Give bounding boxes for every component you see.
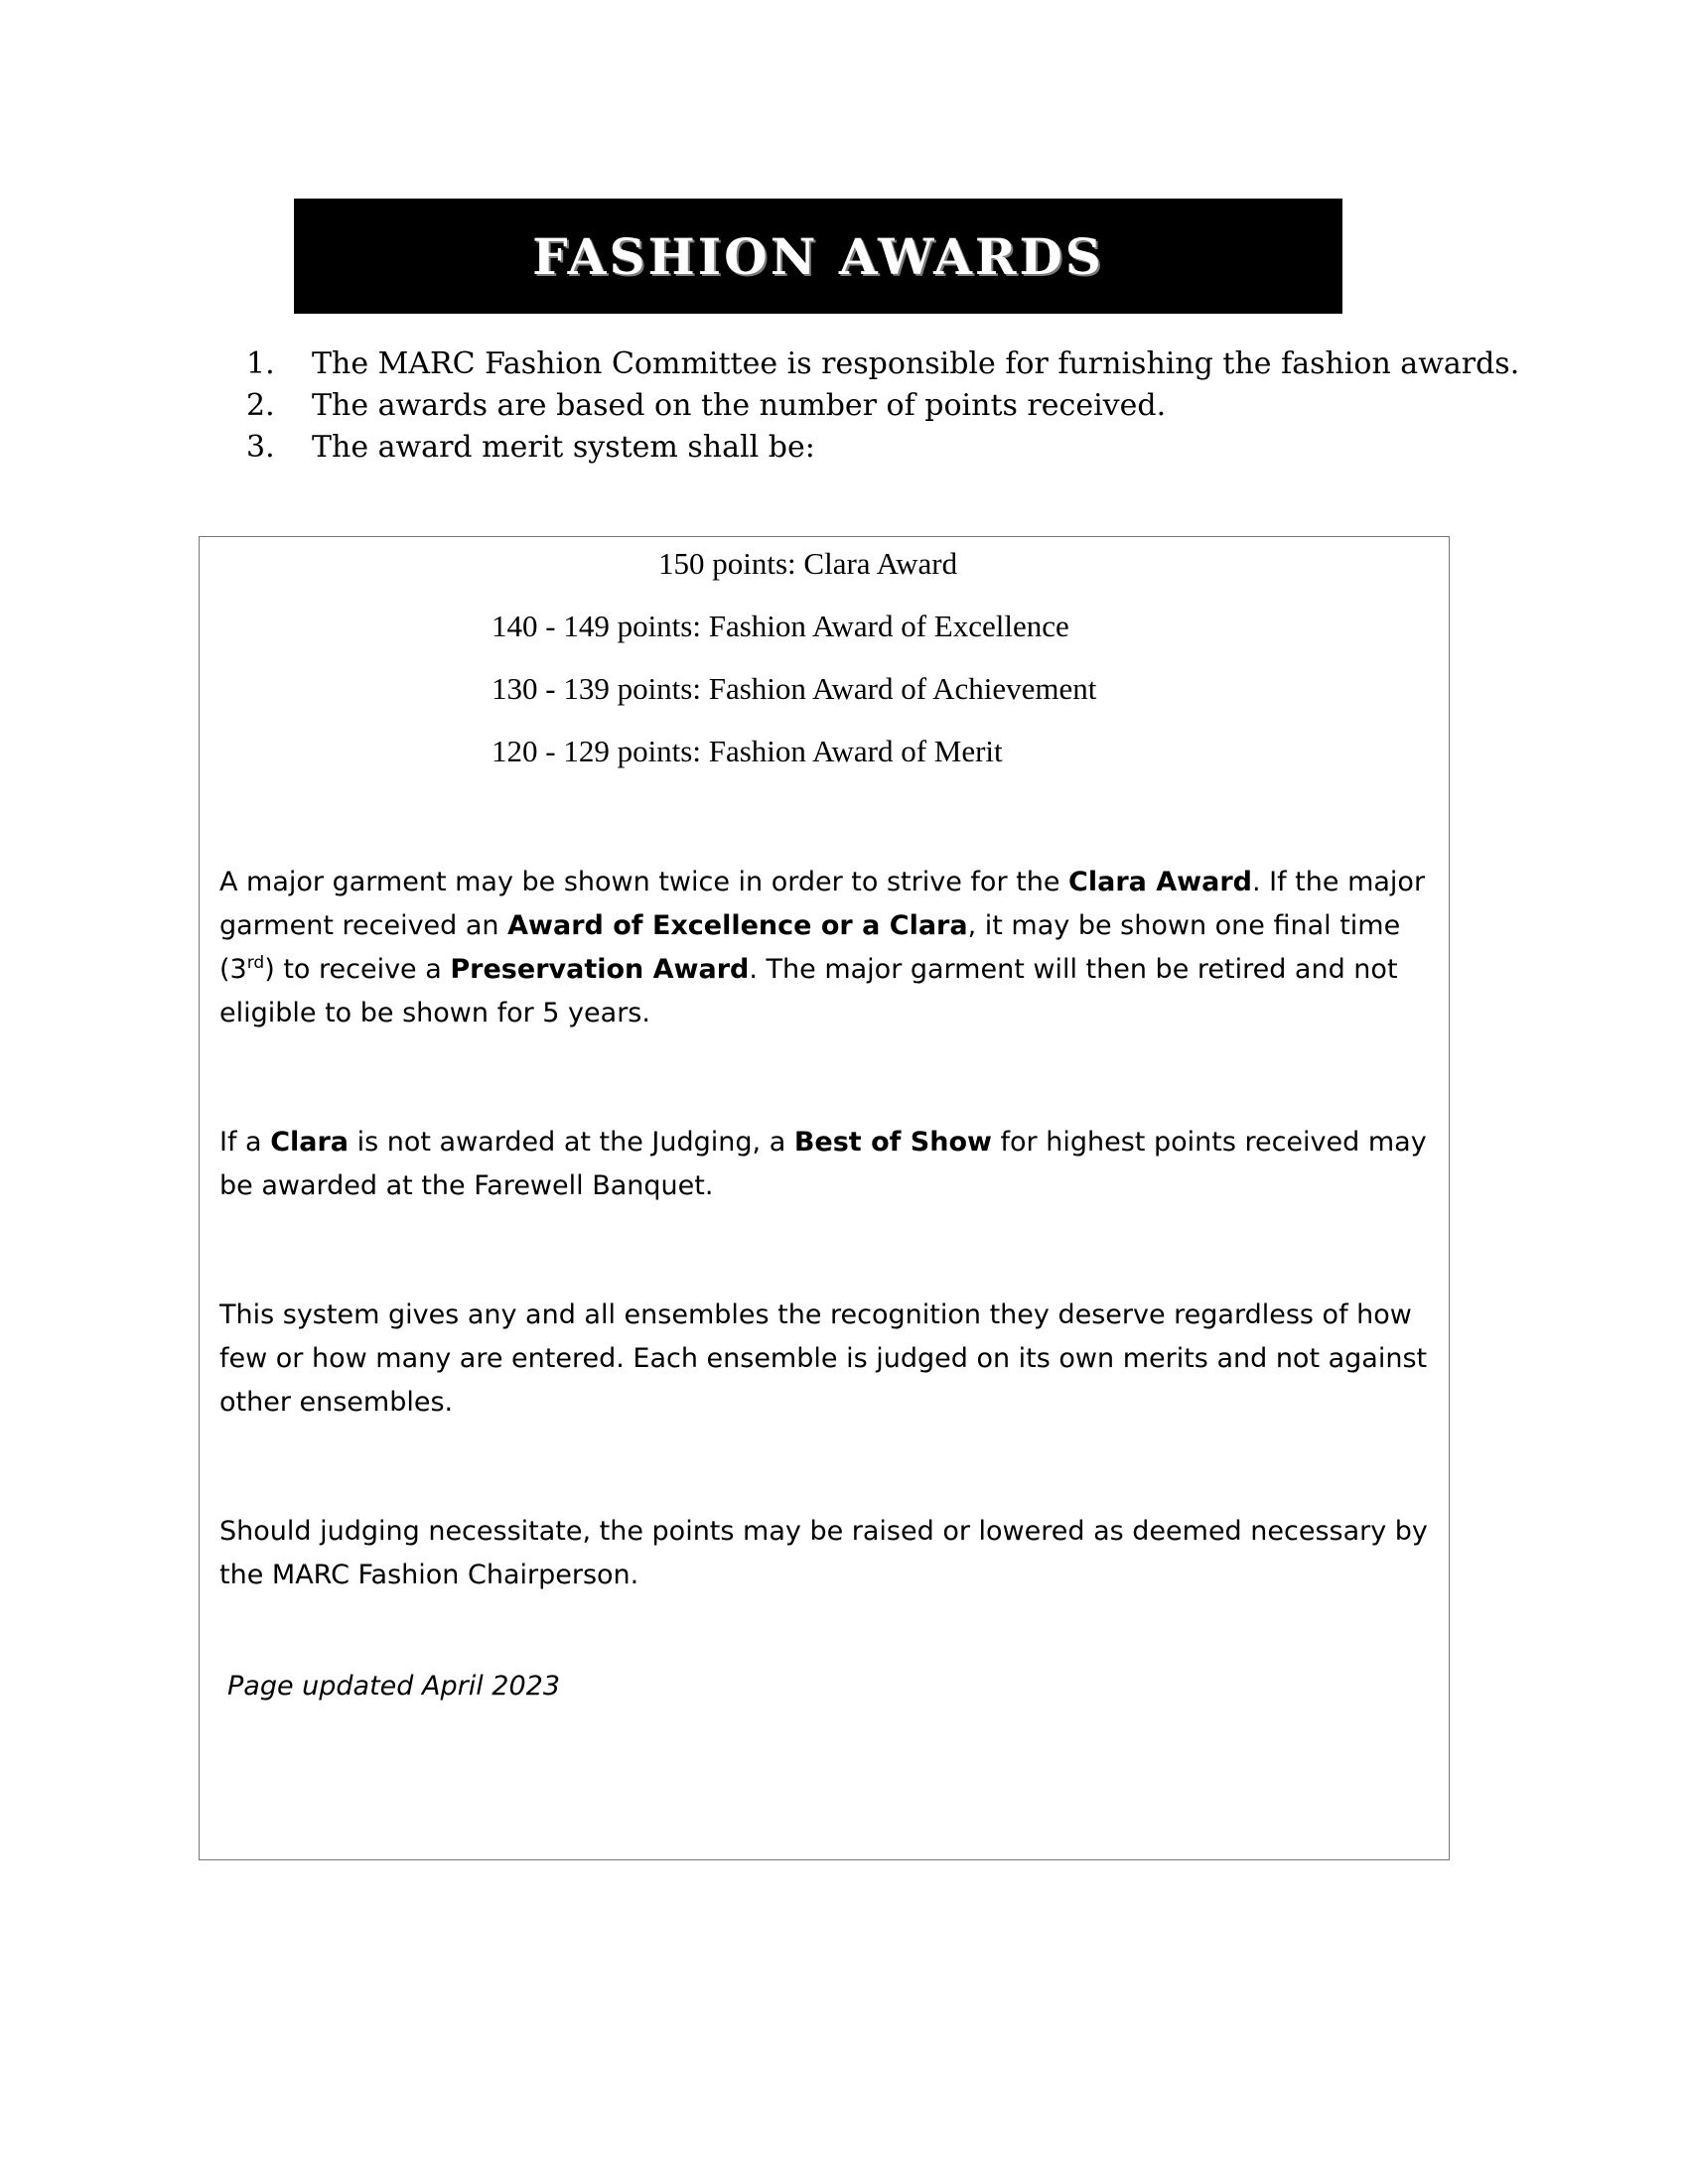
list-number: 1. bbox=[246, 346, 275, 381]
garment-paragraph: A major garment may be shown twice in order to strive for the Clara Award. If the major garment received an Award of Excellence or a Clara, it may be shown one final time (3rd) to receive a Preservation Award. The major garment will then be retired and not eligible to be shown for 5 years. bbox=[219, 867, 1426, 1028]
preservation-bold: Preservation Award bbox=[450, 954, 750, 985]
list-item bbox=[246, 427, 1519, 469]
intro-list bbox=[246, 343, 1519, 469]
merit-clara: 150 points: Clara Award bbox=[658, 546, 958, 581]
merit-achievement: 130 - 139 points: Fashion Award of Achievement bbox=[492, 671, 1097, 706]
list-text: The MARC Fashion Committee is responsible for furnishing the fashion awards. bbox=[312, 346, 1520, 381]
merit-excellence: 140 - 149 points: Fashion Award of Excellence bbox=[492, 609, 1069, 643]
list-text: The awards are based on the number of points received. bbox=[312, 388, 1167, 423]
list-number: 3. bbox=[246, 430, 275, 465]
clara-award-bold: Clara Award bbox=[1068, 867, 1252, 897]
page-title: FASHION AWARDS bbox=[532, 226, 1104, 286]
awards-box bbox=[199, 536, 1450, 1860]
clara-bold: Clara bbox=[270, 1127, 350, 1158]
judging-paragraph: Should judging necessitate, the points may be raised or lowered as deemed necessary by the MARC Fashion Chairperson. bbox=[219, 1516, 1428, 1590]
title-banner bbox=[294, 199, 1342, 314]
page-updated-note: Page updated April 2023 bbox=[227, 1671, 561, 1702]
list-item bbox=[246, 343, 1519, 385]
best-of-show-paragraph: If a Clara is not awarded at the Judging, a Best of Show for highest points received may be awarded at the Farewell Banquet. bbox=[219, 1127, 1427, 1201]
list-item bbox=[246, 385, 1519, 427]
list-text: The award merit system shall be: bbox=[312, 430, 815, 465]
list-number: 2. bbox=[246, 388, 275, 423]
best-of-show-bold: Best of Show bbox=[793, 1127, 992, 1158]
excellence-bold: Award of Excellence or a Clara bbox=[507, 910, 968, 941]
merit-merit: 120 - 129 points: Fashion Award of Merit bbox=[492, 734, 1003, 768]
system-paragraph: This system gives any and all ensembles the recognition they deserve regardless of how few or how many are entered. Each ensemble is judged on its own merits and not against other ensembles. bbox=[219, 1299, 1428, 1418]
